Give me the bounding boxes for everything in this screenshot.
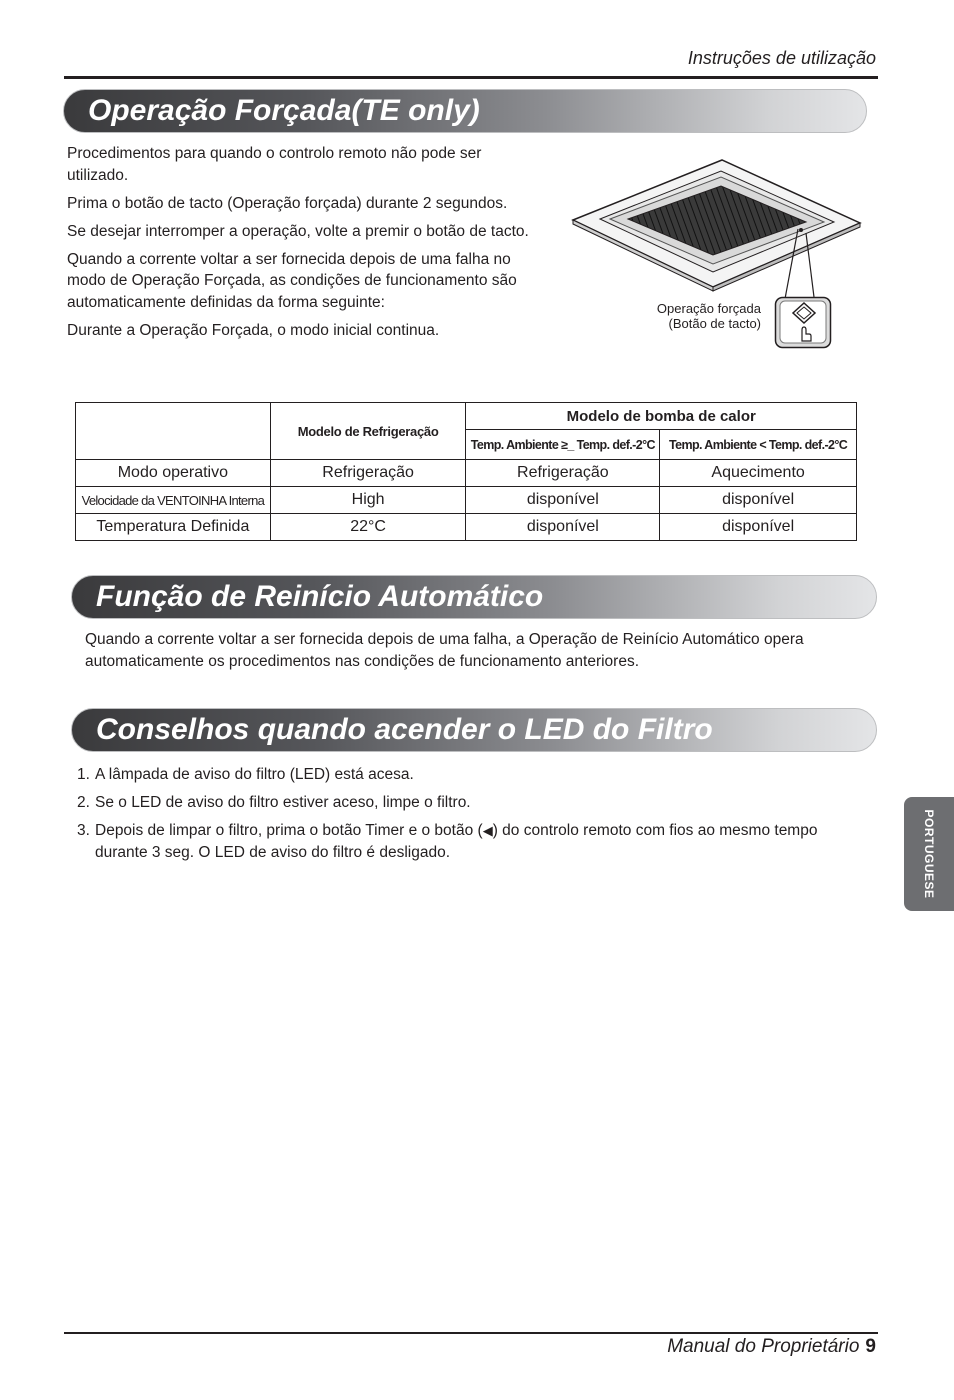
paragraph: Prima o botão de tacto (Operação forçada) durante 2 segundos.	[67, 194, 508, 212]
paragraph: Se desejar interromper a operação, volte a premir o botão de tacto.	[67, 222, 529, 240]
row-label: Modo operativo	[76, 460, 271, 487]
forced-operation-text	[67, 143, 542, 348]
auto-restart-text	[85, 629, 865, 679]
list-item	[77, 764, 867, 786]
footer-rule	[64, 1332, 878, 1334]
paragraph: Durante a Operação Forçada, o modo inicial continua.	[67, 321, 440, 339]
cell-hp-ge: disponível	[466, 487, 660, 514]
list-item	[77, 792, 867, 814]
list-number: 2.	[77, 794, 90, 811]
header-rule	[64, 76, 878, 79]
language-side-tab	[904, 797, 954, 911]
section-title: Conselhos quando acender o LED do Filtro	[96, 713, 713, 746]
list-number: 1.	[77, 766, 90, 783]
forced-operation-table	[75, 402, 857, 541]
figure-caption	[610, 301, 761, 331]
caption-line: (Botão de tacto)	[668, 316, 761, 331]
footer-title: Manual do Proprietário	[667, 1336, 860, 1357]
cell-hp-lt: disponível	[660, 487, 857, 514]
header-condition-ge: Temp. Ambiente ≥_ Temp. def.-2°C	[466, 430, 660, 460]
cell-hp-lt: disponível	[660, 514, 857, 541]
left-arrow-icon: ◀	[482, 823, 493, 838]
header-heatpump-model: Modelo de bomba de calor	[466, 403, 857, 430]
list-item	[77, 820, 867, 863]
filter-led-steps	[77, 764, 867, 870]
section-banner-auto-restart	[71, 575, 877, 619]
side-tab-label: PORTUGUESE	[922, 809, 936, 899]
paragraph: Quando a corrente voltar a ser fornecida depois de uma falha, a Operação de Reinício Automático opera automaticamente os procedimentos nas condições de funcionamento anteriores.	[85, 631, 804, 670]
cell-hp-ge: Refrigeração	[466, 460, 660, 487]
list-text: Depois de limpar o filtro, prima o botão Timer e o botão (	[95, 822, 483, 839]
paragraph: Procedimentos para quando o controlo remoto não pode ser utilizado.	[67, 145, 482, 184]
header-condition-lt: Temp. Ambiente < Temp. def.-2°C	[660, 430, 857, 460]
header-cooling-model: Modelo de Refrigeração	[270, 403, 466, 460]
cell-hp-lt: Aquecimento	[660, 460, 857, 487]
section-title: Função de Reinício Automático	[96, 580, 544, 613]
caption-line: Operação forçada	[656, 301, 761, 316]
row-label: Velocidade da VENTOINHA Interna	[76, 487, 271, 514]
section-banner-filter-led	[71, 708, 877, 752]
cell-cooling: High	[270, 487, 466, 514]
table-corner-cell	[76, 403, 271, 460]
section-banner-forced-operation	[63, 89, 867, 133]
row-label: Temperatura Definida	[76, 514, 271, 541]
table-row	[76, 460, 857, 487]
list-text: A lâmpada de aviso do filtro (LED) está acesa.	[95, 766, 414, 783]
list-text: Se o LED de aviso do filtro estiver aceso, limpe o filtro.	[95, 794, 471, 811]
running-header: Instruções de utilização	[687, 48, 876, 68]
page-number: 9	[865, 1336, 876, 1357]
footer	[667, 1336, 876, 1358]
cell-hp-ge: disponível	[466, 514, 660, 541]
touch-button-icon	[774, 296, 834, 350]
paragraph: Quando a corrente voltar a ser fornecida depois de uma falha no modo de Operação Forçada, as condições de funcionamento são automaticamente definidas da forma seguinte:	[67, 250, 517, 311]
cell-cooling: 22°C	[270, 514, 466, 541]
table-header-row	[76, 403, 857, 430]
list-number: 3.	[77, 822, 90, 839]
list-text: ) do controlo remoto com fios ao mesmo tempo durante 3 seg. O LED de aviso do filtro é desligado.	[95, 822, 818, 861]
cell-cooling: Refrigeração	[270, 460, 466, 487]
table-row	[76, 514, 857, 541]
table-row	[76, 487, 857, 514]
section-title: Operação Forçada(TE only)	[88, 94, 480, 127]
